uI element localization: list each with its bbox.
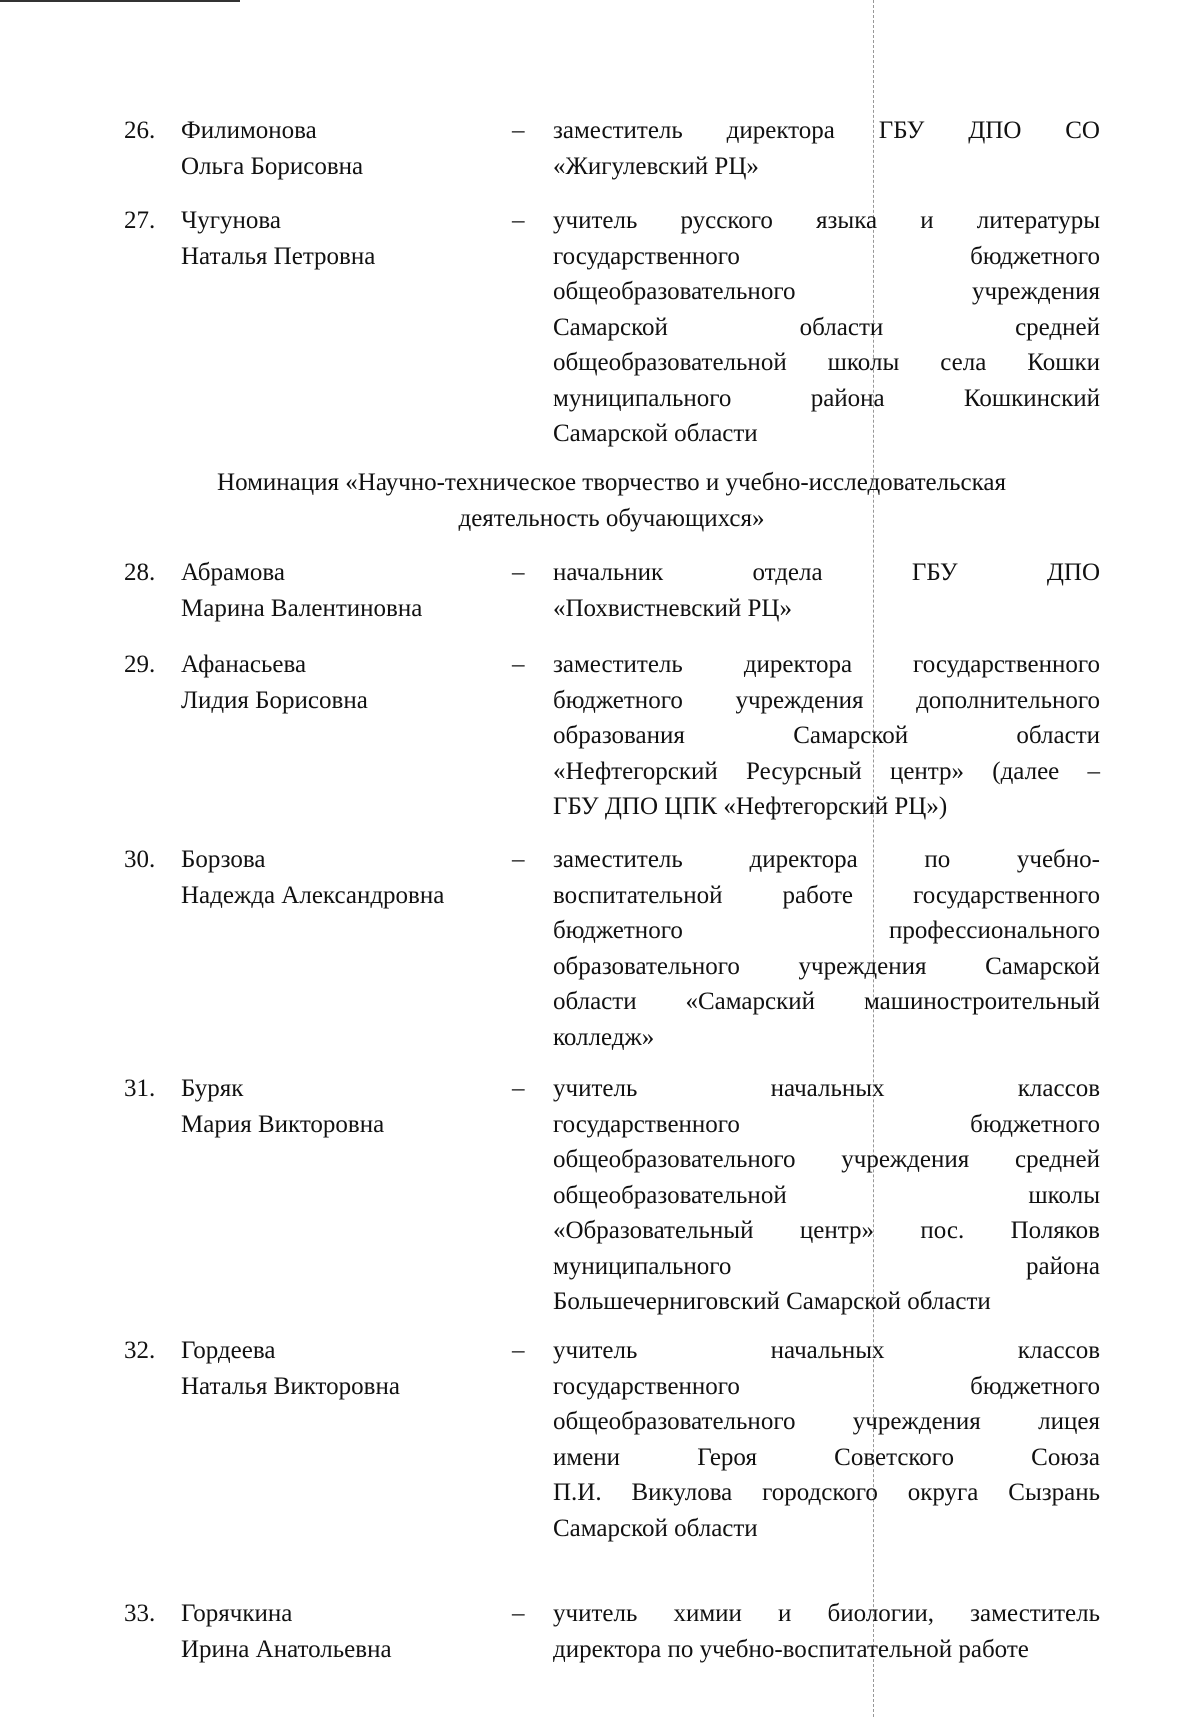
person-name <box>181 647 521 718</box>
description-line: заместитель директора ГБУ ДПО СО <box>553 117 1100 144</box>
description-line: муниципального района Кошкинский <box>553 384 1100 412</box>
description-line: муниципального района <box>553 1252 1100 1280</box>
nomination-heading <box>124 465 1099 536</box>
person-given-names: Наталья Викторовна <box>181 1372 400 1400</box>
person-surname: Гордеева <box>181 1337 276 1364</box>
description-line: Большечерниговский Самарской области <box>553 1288 991 1315</box>
description-line: заместитель директора государственного <box>553 651 1100 678</box>
person-name <box>181 1071 521 1142</box>
description-line: государственного бюджетного <box>553 242 1100 270</box>
person-surname: Абрамова <box>181 559 285 586</box>
description-line: начальник отдела ГБУ ДПО <box>553 559 1100 586</box>
person-name <box>181 555 521 626</box>
entry-dash: – <box>512 559 525 586</box>
scan-artifact-line <box>0 0 240 2</box>
person-surname: Борзова <box>181 846 266 873</box>
description-line: государственного бюджетного <box>553 1372 1100 1400</box>
person-name <box>181 1596 521 1667</box>
description-line: Самарской области <box>553 1514 758 1542</box>
description-line: директора по учебно-воспитательной работе <box>553 1635 1029 1663</box>
entry-dash: – <box>512 1337 525 1364</box>
entry-dash: – <box>512 1600 525 1627</box>
position-description <box>553 113 1100 184</box>
person-given-names: Надежда Александровна <box>181 881 445 909</box>
person-surname: Горячкина <box>181 1600 293 1627</box>
entry-number: 26. <box>124 117 156 144</box>
person-name <box>181 842 521 913</box>
description-line: образования Самарской области <box>553 722 1100 749</box>
entry-number: 29. <box>124 651 156 678</box>
description-line: государственного бюджетного <box>553 1110 1100 1138</box>
person-given-names: Наталья Петровна <box>181 242 376 270</box>
description-line: имени Героя Советского Союза <box>553 1443 1100 1471</box>
position-description <box>553 647 1100 825</box>
entry-dash: – <box>512 846 525 873</box>
entry-dash: – <box>512 1075 525 1102</box>
description-line: Самарской области средней <box>553 313 1100 341</box>
entry-number: 30. <box>124 846 156 873</box>
description-line: «Образовательный центр» пос. Поляков <box>553 1217 1100 1244</box>
person-name <box>181 203 521 274</box>
description-line: П.И. Викулова городского округа Сызрань <box>553 1479 1100 1506</box>
person-given-names: Мария Викторовна <box>181 1110 385 1138</box>
person-given-names: Ирина Анатольевна <box>181 1635 392 1663</box>
description-line: «Нефтегорский Ресурсный центр» (далее – <box>553 757 1100 785</box>
person-given-names: Лидия Борисовна <box>181 686 368 714</box>
description-line: учитель химии и биологии, заместитель <box>553 1600 1100 1627</box>
description-line: общеобразовательного учреждения лицея <box>553 1408 1100 1435</box>
person-name <box>181 113 521 184</box>
nomination-heading-line-2: деятельность обучающихся» <box>458 504 765 532</box>
person-surname: Буряк <box>181 1075 244 1102</box>
description-line: учитель русского языка и литературы <box>553 207 1100 234</box>
entry-number: 31. <box>124 1075 156 1102</box>
description-line: «Похвистневский РЦ» <box>553 594 792 622</box>
entry-number: 27. <box>124 207 156 234</box>
description-line: воспитательной работе государственного <box>553 881 1100 909</box>
description-line: заместитель директора по учебно- <box>553 846 1100 873</box>
description-line: Самарской области <box>553 420 758 447</box>
description-line: области «Самарский машиностроительный <box>553 988 1100 1015</box>
description-line: колледж» <box>553 1023 655 1051</box>
person-surname: Чугунова <box>181 207 281 234</box>
description-line: учитель начальных классов <box>553 1075 1100 1102</box>
position-description <box>553 1333 1100 1546</box>
entry-number: 33. <box>124 1600 156 1627</box>
description-line: образовательного учреждения Самарской <box>553 952 1100 980</box>
description-line: бюджетного профессионального <box>553 917 1100 944</box>
description-line: бюджетного учреждения дополнительного <box>553 686 1100 714</box>
description-line: учитель начальных классов <box>553 1337 1100 1364</box>
person-given-names: Ольга Борисовна <box>181 152 364 180</box>
entry-dash: – <box>512 117 525 144</box>
position-description <box>553 1596 1100 1667</box>
description-line: общеобразовательного учреждения средней <box>553 1146 1100 1173</box>
person-surname: Афанасьева <box>181 651 307 678</box>
nomination-heading-line-1: Номинация «Научно-техническое творчество и учебно-исследовательская <box>217 469 1006 496</box>
person-surname: Филимонова <box>181 117 317 144</box>
description-line: «Жигулевский РЦ» <box>553 152 759 180</box>
person-given-names: Марина Валентиновна <box>181 594 423 622</box>
entry-dash: – <box>512 651 525 678</box>
person-name <box>181 1333 521 1404</box>
position-description <box>553 842 1100 1055</box>
description-line: общеобразовательного учреждения <box>553 278 1100 305</box>
position-description <box>553 203 1100 452</box>
description-line: общеобразовательной школы села Кошки <box>553 349 1100 376</box>
entry-dash: – <box>512 207 525 234</box>
position-description <box>553 1071 1100 1320</box>
position-description <box>553 555 1100 626</box>
description-line: ГБУ ДПО ЦПК «Нефтегорский РЦ») <box>553 793 948 820</box>
entry-number: 28. <box>124 559 156 586</box>
entry-number: 32. <box>124 1337 156 1364</box>
description-line: общеобразовательной школы <box>553 1181 1100 1209</box>
